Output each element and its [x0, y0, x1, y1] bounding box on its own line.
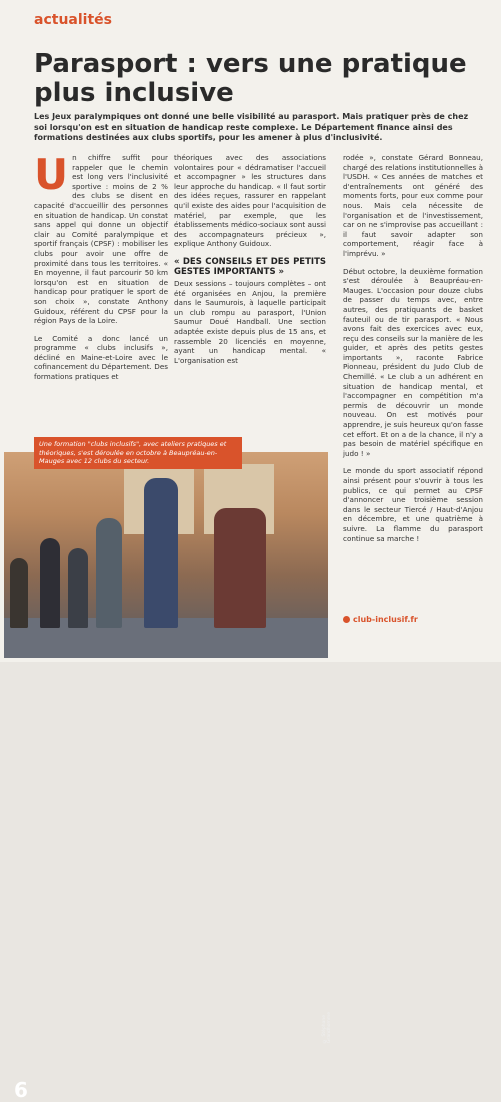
paragraph: Deux sessions – toujours complètes – ont été organisées en Anjou, la première dans le Saumurois, à laquelle participait un club rompu au parasport, l'Union Saumur Doué Handball. Une section adaptée existe depuis plus de 15 ans, et rassemble 20 licenciés en moyenne, ayant un handicap mental. « L'organisation est [174, 278, 326, 365]
section-label: actualités [34, 12, 112, 28]
person-figure [96, 518, 122, 628]
article-photo [4, 452, 332, 1102]
article-lead: Les Jeux paralympiques ont donné une belle visibilité au parasport. Mais pratiquer près de chez soi lorsqu'on est en situation de handicap reste complexe. Le Département finance ainsi des formations destinées aux clubs sportifs, pour les amener à plus d'inclusivité. [34, 112, 469, 142]
column-1 [34, 150, 168, 453]
person-figure [40, 538, 60, 628]
page-number: 6 [14, 1078, 28, 1102]
person-figure [68, 548, 88, 628]
photo-caption: Une formation "clubs inclusifs", avec ateliers pratiques et théoriques, s'est déroulée en octobre à Beaupréau-en-Mauges avec 12 clubs du secteur. [34, 437, 242, 469]
photo-credit: © Stéphane Grandhomme [322, 1011, 332, 1043]
paragraph: Début octobre, la deuxième formation s'est déroulée à Beaupréau-en-Mauges. L'occasion pour douze clubs de passer du temps avec, entre autres, des pratiquants de basket fauteuil ou de tir parasport. « Nous avons fait des exercices avec eux, reçu des conseils sur la manière de les guider, et après des petits gestes importants », raconte Fabrice Pionneau, président du Judo Club de Chemillé. « Le club a un adhérent en situation de handicap mental, et l'accompagner en compétition m'a permis de découvrir un monde nouveau. On est motivés pour apprendre, je suis heureux qu'on fasse cet effort. Et on a de la chance, il n'y a pas besoin de matériel spécifique en judo ! » [343, 266, 483, 458]
person-figure [144, 478, 178, 628]
column-2 [174, 153, 326, 453]
person-figure [214, 508, 266, 628]
paragraph: théoriques avec des associations volontaires pour « dédramatiser l'accueil et accompagner » les structures dans leur approche du handicap. « Il faut sortir des idées reçues, rassurer en rappelant qu'il existe des aides pour l'acquisition de matériel, par exemple, que les établissements médico-sociaux sont aussi des accompagnateurs précieux », explique Anthony Guidoux. [174, 153, 326, 249]
person-figure [10, 558, 28, 628]
column-3 [343, 153, 483, 613]
paragraph: rodée », constate Gérard Bonneau, chargé des relations institutionnelles à l'USDH. « Ces années de matches et d'entraînements ont généré des moments forts, pour eux comme pour nous. Mais cela nécessite de l'organisation et de l'investissement, car on ne s'improvise pas accueillant : il faut savoir adapter son comportement, réagir face à l'imprévu. » [343, 153, 483, 258]
club-inclusif-link[interactable] [343, 615, 418, 624]
link-text: club-inclusif.fr [353, 615, 418, 624]
arrow-icon [343, 616, 350, 623]
subheading: « DES CONSEILS ET DES PETITS GESTES IMPORTANTS » [174, 256, 326, 277]
drop-cap: U [34, 150, 69, 199]
paragraph: Un chiffre suffit pour rappeler que le chemin est long vers l'inclusivité sportive : moins de 2 % des clubs se disent en capacité d'accueillir des personnes en situation de handicap. Un constat sans appel qui donne un objectif clair au Comité paralympique et sportif français (CPSF) : mobiliser les clubs pour avoir une offre de proximité dans tous les territoires. « En moyenne, il faut parcourir 50 km lorsqu'on est en situation de handicap pour pratiquer le sport de son choix », constate Anthony Guidoux, référent du CPSF pour la région Pays de la Loire. [34, 150, 168, 326]
article-title: Parasport : vers une pratique plus inclusive [34, 49, 467, 108]
paragraph: Le monde du sport associatif répond ainsi présent pour s'ouvrir à tous les publics, ce qui permet au CPSF d'annoncer une troisième session dans le secteur Tiercé / Haut-d'Anjou en décembre, et une quatrième à suivre. La flamme du parasport continue sa marche ! [343, 466, 483, 543]
paragraph: Le Comité a donc lancé un programme « clubs inclusifs », décliné en Maine-et-Loire avec le cofinancement du Département. Des formations pratiques et [34, 333, 168, 382]
